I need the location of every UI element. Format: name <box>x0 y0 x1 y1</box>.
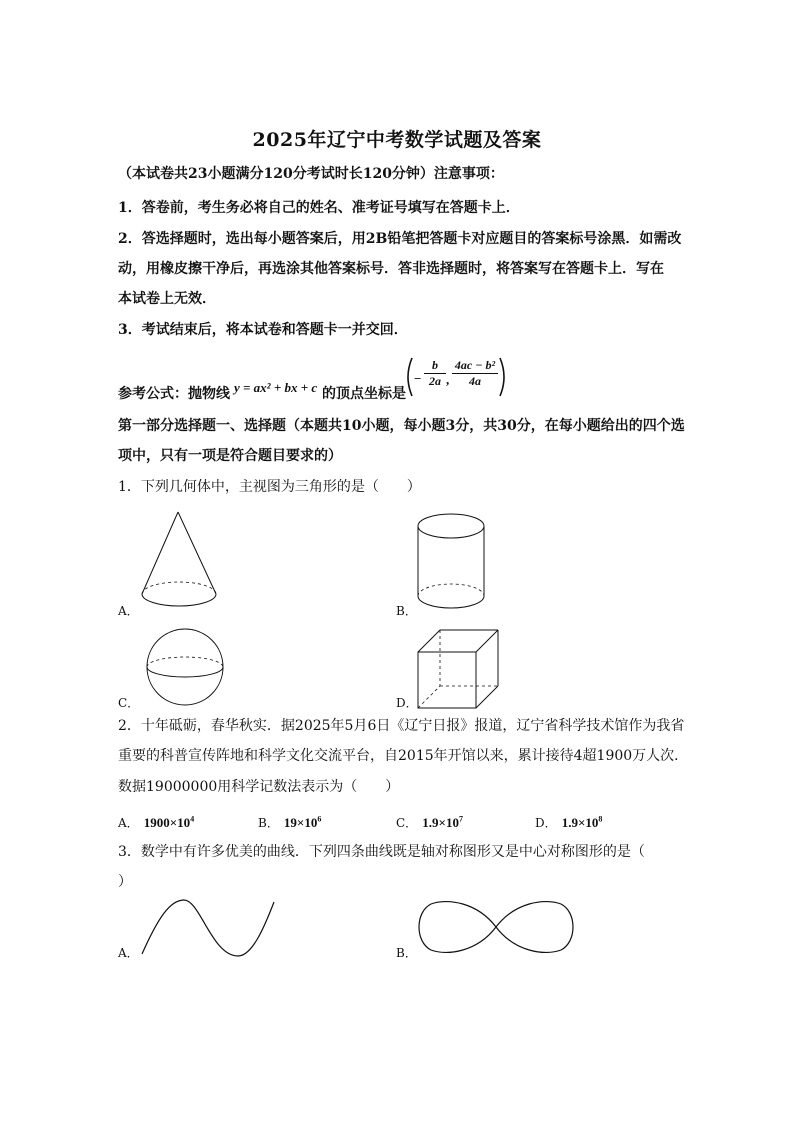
cone-icon <box>140 510 220 616</box>
q3-option-a-label: A． <box>118 946 139 960</box>
question-3-line-2: ） <box>118 874 132 890</box>
frac2-numerator: 4ac − b² <box>452 358 498 374</box>
q1-option-c-label: C． <box>118 696 140 710</box>
question-3-line-1: 3．数学中有许多优美的曲线．下列四条曲线既是轴对称图形又是中心对称图形的是（ <box>118 844 645 860</box>
minus-sign: − <box>414 371 422 386</box>
q2-option-c-label: C． <box>396 816 418 830</box>
q2-option-a-exp: 4 <box>190 814 195 824</box>
question-1-stem: 1．下列几何体中，主视图为三角形的是（ ） <box>118 479 421 495</box>
q2-option-b-label: B． <box>258 816 279 830</box>
exam-header: （本试卷共23小题满分120分考试时长120分钟）注意事项： <box>118 166 504 182</box>
section-1-line-2: 项中，只有一项是符合题目要求的） <box>118 448 342 464</box>
q1-option-a-label: A． <box>118 604 139 618</box>
cylinder-icon <box>416 512 488 618</box>
q1-option-d-label: D． <box>396 696 418 710</box>
q3-option-b-label: B． <box>396 946 417 960</box>
q2-option-a-value <box>144 815 194 830</box>
q2-option-d-base: 1.9×10 <box>561 815 599 830</box>
q2-option-b-value <box>284 815 321 830</box>
page-title: 2025年辽宁中考数学试题及答案 <box>252 129 542 151</box>
comma: , <box>446 372 450 387</box>
q2-option-c-exp: 7 <box>458 814 463 824</box>
q2-option-b-base: 19×10 <box>283 815 318 830</box>
note-2-line-3: 本试卷上无效． <box>118 291 216 307</box>
q2-option-a <box>118 812 194 831</box>
lemniscate-curve-icon <box>417 896 575 958</box>
q2-option-a-label: A． <box>118 816 139 830</box>
frac1-denominator: 2a <box>429 374 441 388</box>
q2-option-d <box>535 812 602 831</box>
sphere-icon <box>141 627 231 707</box>
q2-option-b <box>258 812 321 831</box>
question-2-line-3: 数据19000000用科学记数法表示为（ ） <box>118 779 400 795</box>
q2-option-c-base: 1.9×10 <box>422 815 459 830</box>
q1-option-b-label: B． <box>396 604 417 618</box>
q2-option-d-label: D． <box>535 816 557 830</box>
note-1: 1．答卷前，考生务必将自己的姓名、准考证号填写在答题卡上． <box>118 200 520 216</box>
parabola-equation <box>234 380 317 396</box>
question-2-line-1: 2．十年砥砺，春华秋实．据2025年5月6日《辽宁日报》报道，辽宁省科学技术馆作为我省 <box>118 718 685 734</box>
formula-middle: 的顶点坐标是 <box>322 386 406 402</box>
frac1-numerator: b <box>424 358 446 374</box>
note-2-line-1: 2．答选择题时，选出每小题答案后，用2B铅笔把答题卡对应题目的答案标号涂黑．如需改 <box>118 231 682 247</box>
q2-option-c <box>396 812 463 831</box>
q2-option-c-value <box>422 815 463 830</box>
q2-option-a-base: 1900×10 <box>143 815 191 830</box>
formula-prefix: 参考公式：抛物线 <box>118 386 230 402</box>
note-3: 3．考试结束后，将本试卷和答题卡一并交回． <box>118 322 408 338</box>
note-2-line-2: 动，用橡皮擦干净后，再选涂其他答案标号．答非选择题时，将答案写在答题卡上．写在 <box>118 261 664 277</box>
q2-option-d-value <box>562 815 603 830</box>
question-2-line-2: 重要的科普宣传阵地和科学文化交流平台，自2015年开馆以来，累计接待4超1900万人次． <box>118 748 689 764</box>
q2-option-d-exp: 8 <box>598 814 603 824</box>
sine-curve-icon <box>140 898 276 958</box>
q2-option-b-exp: 6 <box>317 814 322 824</box>
fraction-b-over-2a <box>424 358 446 389</box>
fraction-4ac-b2-over-4a <box>452 358 498 389</box>
frac2-denominator: 4a <box>469 374 481 388</box>
cube-icon <box>416 628 502 710</box>
section-1-line-1: 第一部分选择题一、选择题（本题共10小题，每小题3分，共30分，在每小题给出的四个选 <box>118 418 685 434</box>
parabola-text: y = ax² + bx + c <box>234 380 318 395</box>
